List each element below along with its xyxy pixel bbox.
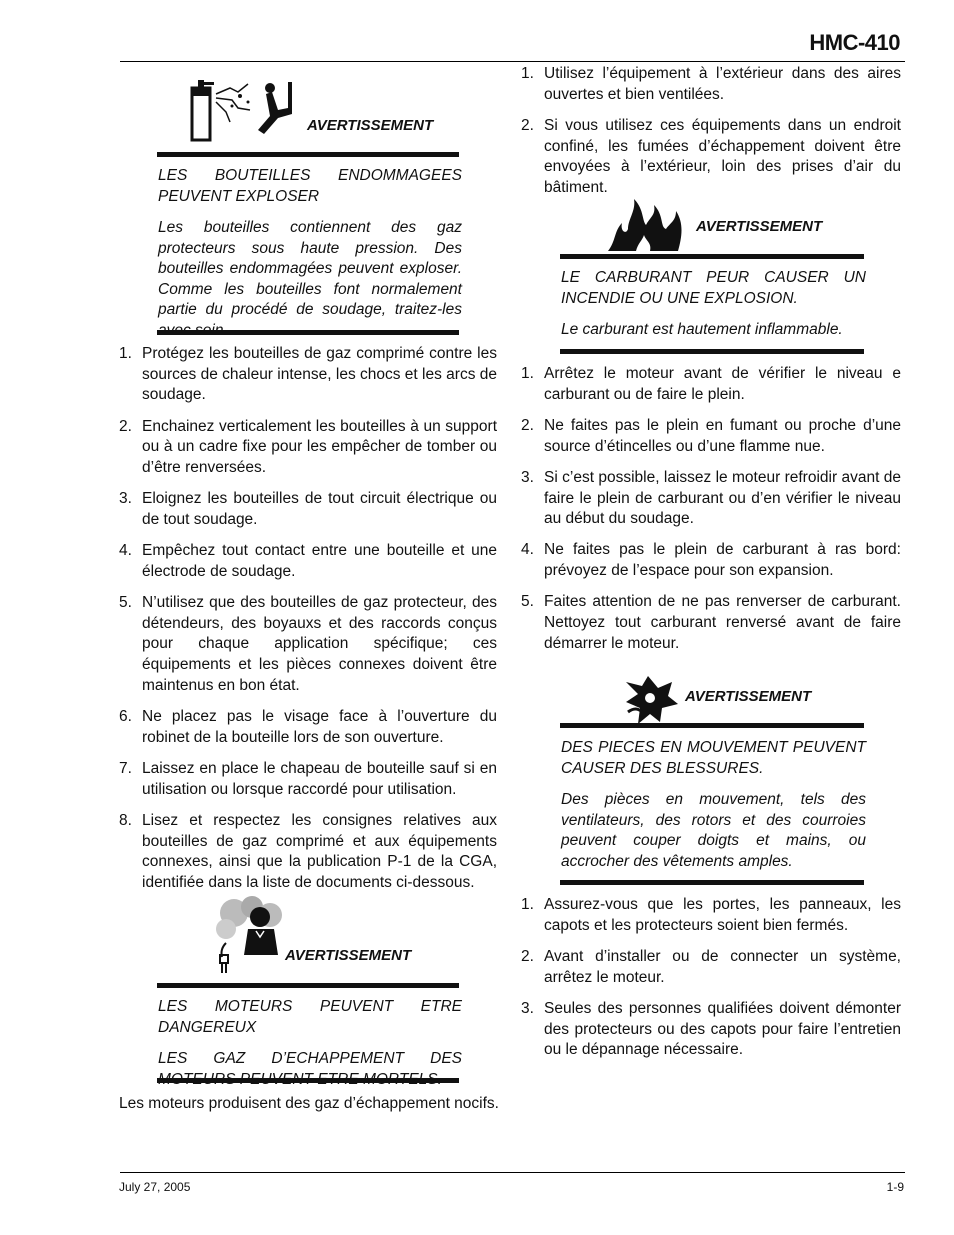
- warning-panel-moving-parts: [561, 738, 866, 883]
- list-item: 1. Assurez-vous que les portes, les panneaux, les capots et les protecteurs soient bien fermés.: [521, 896, 901, 934]
- list-item: 6. Ne placez pas le visage face à l’ouverture du robinet de la bouteille lors de son ouverture.: [119, 708, 497, 746]
- exhaust-fumes-icon: [212, 895, 284, 975]
- warning-heading: LES BOUTEILLES ENDOMMAGEES PEUVENT EXPLOSER: [158, 167, 462, 205]
- list-item: 4. Empêchez tout contact entre une bouteille et une électrode de soudage.: [119, 542, 497, 580]
- document-title: HMC-410: [809, 30, 900, 55]
- list-item: 2. Enchainez verticalement les bouteilles à un support ou à un cadre fixe pour les empêcher de tomber ou d’être renversées.: [119, 417, 497, 477]
- list-item: 2. Ne faites pas le plein en fumant ou proche d’une source d’étincelles ou d’une flamme nue.: [521, 416, 901, 455]
- warning-bar-top: [560, 723, 864, 728]
- warning-label: AVERTISSEMENT: [685, 688, 812, 705]
- list-item: 2. Avant d’installer ou de connecter un système, arrêtez le moteur.: [521, 947, 901, 986]
- list-item: 1. Utilisez l’équipement à l’extérieur dans des aires ouvertes et bien ventilées.: [521, 65, 901, 103]
- warning-panel-fuel: [561, 268, 866, 352]
- list-item: 1. Protégez les bouteilles de gaz comprimé contre les sources de chaleur intense, les chocs et les arcs de soudage.: [119, 345, 497, 404]
- warning-body: Des pièces en mouvement, tels des ventilateurs, des rotors et des courroies peuvent couper doigts et mains, ou accrocher des vêtements amples.: [561, 791, 866, 870]
- warning-panel-engines: [158, 997, 462, 1101]
- footer-date: July 27, 2005: [119, 1180, 191, 1194]
- header-rule: [120, 61, 905, 62]
- warning-bar-top: [157, 983, 459, 988]
- warning-label: AVERTISSEMENT: [307, 117, 434, 134]
- list-item: 3. Eloignez les bouteilles de tout circuit électrique ou de tout soudage.: [119, 490, 497, 528]
- warning-body: Les bouteilles contiennent des gaz protecteurs sous haute pression. Des bouteilles endommagées peuvent exploser. Comme les bouteilles font normalement partie du procédé de soudage, traitez-les: [158, 219, 462, 318]
- warning-bar-bottom: [157, 330, 459, 335]
- list-item: 5. Faites attention de ne pas renverser de carburant. Nettoyez tout carburant renversé avant de faire démarrer le moteur.: [521, 593, 901, 652]
- warning-bar-top: [560, 254, 864, 259]
- flame-icon: [606, 195, 688, 253]
- warning-bar-bottom: [157, 1078, 459, 1083]
- warning-bar-bottom: [560, 349, 864, 354]
- cylinder-explosion-icon: [188, 72, 298, 144]
- warning-panel-cylinders: [158, 166, 462, 352]
- list-item: 1. Arrêtez le moteur avant de vérifier le niveau e carburant ou de faire le plein.: [521, 365, 901, 403]
- warning-heading: LES MOTEURS PEUVENT ETRE DANGEREUX: [158, 998, 462, 1036]
- list-item: 8. Lisez et respectez les consignes relatives aux bouteilles de gaz comprimé et aux équipements connexes, ainsi que la publication P-1 de la CGA, identifiée dans la liste de documents ci-dessous.: [119, 811, 497, 891]
- warning-bar-bottom: [560, 880, 864, 885]
- list-item: 4. Ne faites pas le plein de carburant à ras bord: prévoyez de l’espace pour son expansion.: [521, 541, 901, 580]
- warning-heading: DES PIECES EN MOUVEMENT PEUVENT CAUSER DES BLESSURES.: [561, 739, 866, 777]
- warning-label: AVERTISSEMENT: [696, 218, 823, 235]
- list-item: 3. Si c’est possible, laissez le moteur refroidir avant de faire le plein de carburant ou d’en vérifier le niveau au début du soudage.: [521, 468, 901, 528]
- warning-heading: LES GAZ D’ECHAPPEMENT DES: [158, 1050, 462, 1067]
- list-item: 5. N’utilisez que des bouteilles de gaz protecteur, des détendeurs, des boyauxs et des raccords conçus pour chaque application spécifique; ces équipements et les pièces connexes doivent être maintenus en bon état.: [119, 594, 497, 694]
- list-item: 7. Laissez en place le chapeau de bouteille sauf si en utilisation ou lorsque raccordé pour utilisation.: [119, 759, 497, 798]
- page-number: 1-9: [886, 1180, 904, 1194]
- list-item: 3. Seules des personnes qualifiées doivent démonter des protecteurs ou des capots pour faire l’entretien ou le dépannage nécessaire.: [521, 999, 901, 1059]
- closing-text: Les moteurs produisent des gaz d’échappement nocifs.: [119, 1095, 499, 1112]
- list-item: 2. Si vous utilisez ces équipements dans un endroit confiné, les fumées d’échappement doivent être envoyées à l’extérieur, loin des prises d’air du bâtiment.: [521, 116, 901, 197]
- warning-heading: LE CARBURANT PEUR CAUSER UN INCENDIE OU UNE EXPLOSION.: [561, 269, 866, 307]
- warning-bar-top: [157, 152, 459, 157]
- footer-rule: [120, 1172, 905, 1173]
- fuel-safety-list: [521, 364, 901, 665]
- ventilation-list: [521, 64, 901, 209]
- warning-label: AVERTISSEMENT: [285, 947, 412, 964]
- cylinder-safety-list: [119, 344, 497, 904]
- warning-body: Le carburant est hautement inflammable.: [561, 321, 843, 338]
- moving-parts-list: [521, 895, 901, 1071]
- moving-parts-icon: [622, 672, 678, 724]
